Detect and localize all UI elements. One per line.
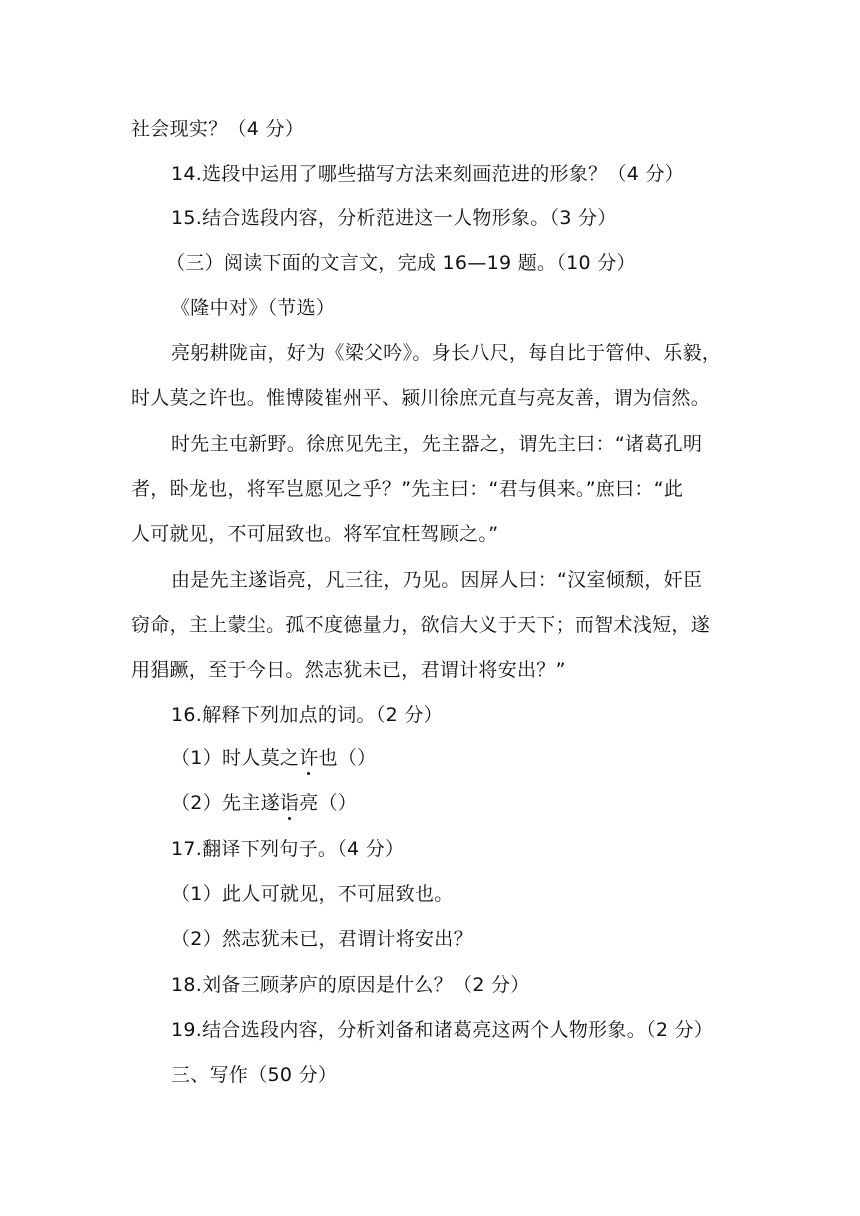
passage-paragraph-2-line-1: 时先主屯新野。徐庶见先主，先主器之，谓先主曰：“诸葛孔明 [171,433,703,455]
question-16-item-1-before: （1）时人莫之 [171,747,300,769]
question-18: 18.刘备三顾茅庐的原因是什么？（2 分） [171,974,530,996]
question-17-item-2: （2）然志犹未已，君谓计将安出？ [171,928,473,950]
question-16-item-2 [171,791,357,815]
question-16-item-1-after: 也（） [318,747,377,769]
dotted-word-yi: 诣 [279,792,300,814]
passage-paragraph-1-line-1: 亮躬耕陇亩，好为《梁父吟》。身长八尺，每自比于管仲、乐毅， [171,342,722,364]
question-16-item-2-before: （2）先主遂 [171,792,280,814]
question-17-item-1: （1）此人可就见，不可屈致也。 [171,883,454,905]
text-line-social-reality: 社会现实？（4 分） [131,118,305,140]
question-15: 15.结合选段内容，分析范进这一人物形象。（3 分） [171,207,617,229]
question-16-item-1 [171,746,376,770]
dotted-word-xu: 许 [299,747,319,769]
passage-paragraph-1-line-2: 时人莫之许也。惟博陵崔州平、颍川徐庶元直与亮友善，谓为信然。 [131,387,711,409]
section-three-heading: （三）阅读下面的文言文，完成 16—19 题。（10 分） [166,252,636,274]
question-19: 19.结合选段内容，分析刘备和诸葛亮这两个人物形象。（2 分） [171,1019,714,1041]
passage-paragraph-3-line-1: 由是先主遂诣亮，凡三往，乃见。因屏人曰：“汉室倾颓，奸臣 [171,569,703,591]
passage-paragraph-2-line-3: 人可就见，不可屈致也。将军宜枉驾顾之。” [131,523,499,545]
passage-title: 《隆中对》（节选） [171,297,336,319]
question-17: 17.翻译下列句子。（4 分） [171,838,405,860]
question-16: 16.解释下列加点的词。（2 分） [171,704,443,726]
passage-paragraph-2-line-2: 者，卧龙也，将军岂愿见之乎？”先主曰：“君与俱来。”庶曰：“此 [131,478,684,500]
question-16-item-2-after: 亮（） [299,792,358,814]
question-14: 14.选段中运用了哪些描写方法来刻画范进的形象？（4 分） [171,163,685,185]
passage-paragraph-3-line-2: 窃命，主上蒙尘。孤不度德量力，欲信大义于天下；而智术浅短，遂 [131,614,711,636]
section-writing-heading: 三、写作（50 分） [171,1064,338,1086]
passage-paragraph-3-line-3: 用猖蹶，至于今日。然志犹未已，君谓计将安出？” [131,659,566,681]
